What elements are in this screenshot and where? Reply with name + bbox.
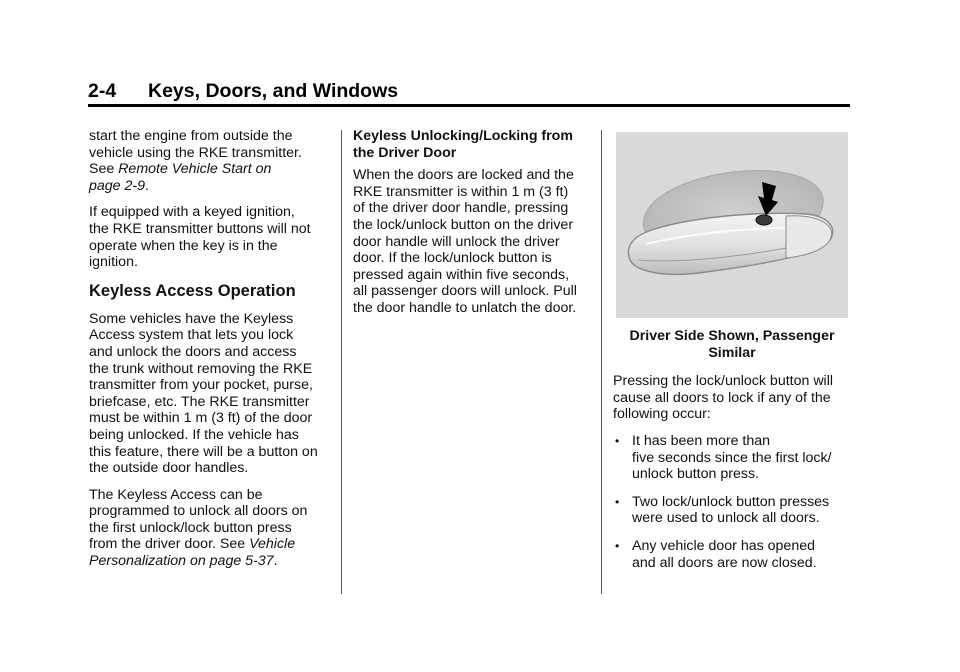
- bullet-icon: •: [615, 494, 620, 509]
- paragraph-programming: The Keyless Access can be programmed to unlock all doors on the first unlock/lock button press from the driver door. See Vehicle Personalization on page 5-37.: [89, 486, 308, 570]
- column-2: [353, 128, 593, 327]
- page-title: Keys, Doors, and Windows: [148, 80, 399, 102]
- page-header: [88, 80, 850, 104]
- cross-reference-link[interactable]: Vehicle: [249, 536, 296, 553]
- subsection-heading: Keyless Unlocking/Locking from the Driver Door: [353, 128, 573, 161]
- column-3: [613, 128, 858, 582]
- list-item: • Any vehicle door has opened and all doors are now closed.: [615, 537, 817, 571]
- section-heading: Keyless Access Operation: [89, 281, 296, 300]
- column-1: [89, 128, 339, 580]
- cross-reference-link[interactable]: page 2-9: [89, 177, 146, 194]
- bullet-icon: •: [615, 433, 620, 448]
- door-handle-illustration: [616, 132, 848, 318]
- cross-reference-link[interactable]: Remote Vehicle Start on: [118, 161, 272, 178]
- section-number: 2-4: [88, 80, 117, 102]
- column-divider-1: [341, 130, 342, 594]
- paragraph-remote-start: start the engine from outside the vehicle using the RKE transmitter. See Remote Vehicle Start on page 2-9.: [89, 128, 302, 194]
- paragraph-keyless-access: Some vehicles have the Keyless Access system that lets you lock and unlock the doors and access the trunk without removing the RKE transmitter from your pocket, purse, briefcase, etc. The RKE transmitter must be within 1 m (3 ft) of the door being unlocked. If the vehicle has this feature, there will be a button on the outside door handles.: [89, 310, 318, 477]
- paragraph-keyed-ignition: If equipped with a keyed ignition, the RKE transmitter buttons will not operate when the key is in the ignition.: [89, 204, 311, 271]
- list-item: • Two lock/unlock button presses were used to unlock all doors.: [615, 493, 830, 527]
- condition-list: [613, 433, 858, 571]
- header-rule: [88, 104, 850, 107]
- column-divider-2: [601, 130, 602, 594]
- paragraph-driver-door: When the doors are locked and the RKE transmitter is within 1 m (3 ft) of the driver door handle, pressing the lock/unlock button on the driver door handle will unlock the driver door. If the lock/unlock button is pressed again within five seconds, all passenger doors will unlock. Pull the door handle to unlatch the door.: [353, 167, 577, 316]
- door-handle-icon: [616, 132, 848, 318]
- bullet-icon: •: [615, 538, 620, 553]
- cross-reference-link[interactable]: Personalization on page 5-37: [89, 553, 274, 570]
- paragraph-lock-conditions: Pressing the lock/unlock button will cause all doors to lock if any of the following occur:: [613, 373, 834, 423]
- figure-caption: Driver Side Shown, Passenger Similar: [629, 328, 835, 361]
- list-item: • It has been more than five seconds since the first lock/ unlock button press.: [615, 432, 832, 483]
